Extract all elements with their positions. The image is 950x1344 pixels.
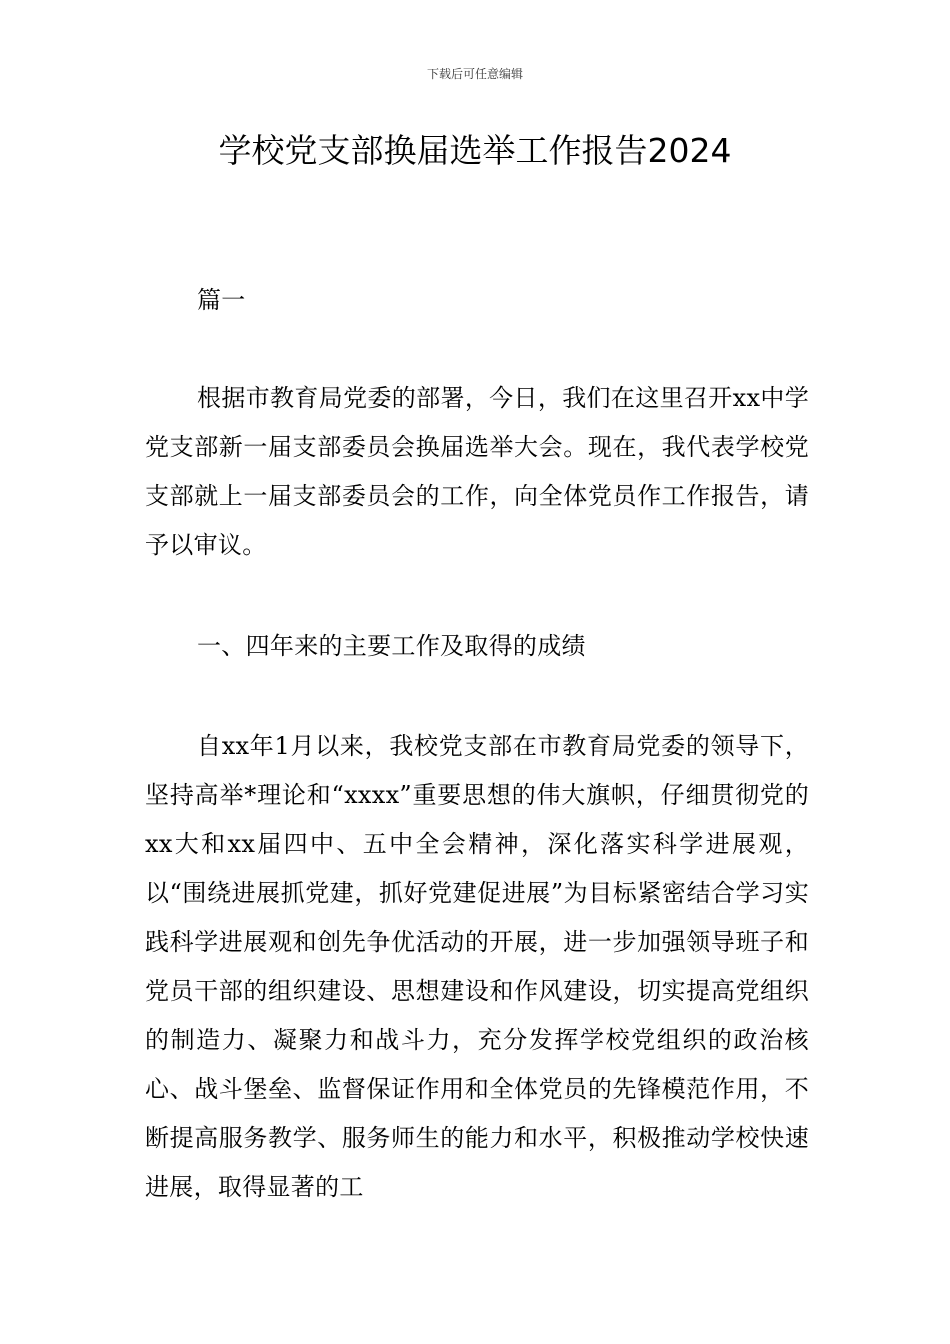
intro-paragraph: 根据市教育局党委的部署，今日，我们在这里召开xx中学党支部新一届支部委员会换届选举大会。现在，我代表学校党支部就上一届支部委员会的工作，向全体党员作工作报告，请予以审议。 (145, 384, 809, 559)
main-paragraph: 自xx年1月以来，我校党支部在市教育局党委的领导下，坚持高举*理论和“xxxx”重要思想的伟大旗帜，仔细贯彻党的xx大和xx届四中、五中全会精神，深化落实科学进展观，以“围绕进展抓党建，抓好党建促进展”为目标紧密结合学习实践科学进展观和创先争优活动的开展，进一步加强领导班子和党员干部的组织建设、思想建设和作风建设，切实提高党组织的制造力、凝聚力和战斗力，充分发挥学校党组织的政治核心、战斗堡垒、监督保证作用和全体党员的先锋模范作用，不断提高服务教学、服务师生的能力和水平，积极推动学校快速进展，取得显著的工 (145, 732, 809, 1201)
section-label: 篇一 (197, 286, 246, 314)
document-title: 学校党支部换届选举工作报告2024 (218, 131, 732, 170)
section-heading: 一、四年来的主要工作及取得的成绩 (197, 632, 586, 660)
header-note: 下载后可任意编辑 (426, 67, 523, 81)
